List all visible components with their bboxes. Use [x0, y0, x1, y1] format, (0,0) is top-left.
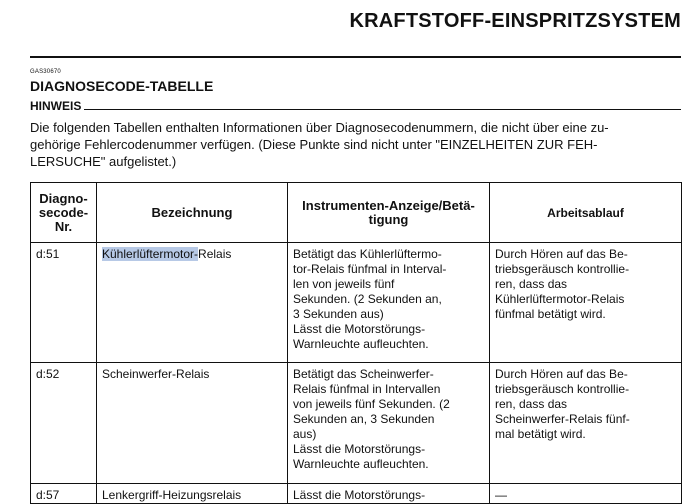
cell-line: triebsgeräusch kontrollie-: [495, 382, 630, 396]
cell-display[interactable]: [288, 243, 490, 363]
section-title: DIAGNOSECODE-TABELLE: [30, 78, 214, 94]
cell-line: Warnleuchte aufleuchten.: [293, 457, 429, 471]
table-header-row: [31, 183, 682, 243]
cell-line: fünfmal betätigt wird.: [495, 307, 606, 321]
intro-paragraph[interactable]: [30, 119, 679, 170]
intro-line: LERSUCHE" aufgelistet.): [30, 154, 177, 169]
header-display-line: tigung: [368, 211, 409, 227]
cell-line: aus): [293, 427, 317, 441]
header-code-line: secode-: [38, 204, 89, 220]
selected-text[interactable]: Kühlerlüftermotor-: [102, 247, 199, 261]
cell-line: Durch Hören auf das Be-: [495, 367, 628, 381]
cell-line: mal betätigt wird.: [495, 427, 586, 441]
cell-procedure[interactable]: —: [490, 484, 682, 504]
header-display: [288, 183, 490, 243]
cell-line: Relais fünfmal in Intervallen: [293, 382, 441, 396]
header-rule: [30, 56, 681, 58]
cell-code[interactable]: d:57: [31, 484, 97, 504]
cell-line: Sekunden an, 3 Sekunden: [293, 412, 435, 426]
cell-line: Lässt die Motorstörungs-: [293, 442, 426, 456]
header-code-line: Nr.: [54, 218, 73, 234]
cell-line: Scheinwerfer-Relais fünf-: [495, 412, 630, 426]
header-procedure: Arbeitsablauf: [490, 183, 682, 243]
cell-line: Sekunden. (2 Sekunden an,: [293, 292, 442, 306]
cell-line: Betätigt das Scheinwerfer-: [293, 367, 434, 381]
intro-line: gehörige Fehlercodenummer verfügen. (Diese Punkte sind nicht unter "EINZELHEITEN ZUR FEH-: [30, 137, 598, 152]
header-name: Bezeichnung: [97, 183, 288, 243]
cell-line: Betätigt das Kühlerlüftermo-: [293, 247, 442, 261]
note-heading: [30, 97, 681, 113]
cell-line: tor-Relais fünfmal in Interval-: [293, 262, 447, 276]
intro-line: Die folgenden Tabellen enthalten Informationen über Diagnosecodenummern, die nicht über eine zu-: [30, 120, 609, 135]
cell-code[interactable]: d:52: [31, 363, 97, 484]
cell-line: 3 Sekunden aus): [293, 307, 384, 321]
header-code-line: Diagno-: [39, 190, 88, 206]
cell-line: len von jeweils fünf: [293, 277, 395, 291]
table-row: [31, 484, 682, 504]
cell-line: von jeweils fünf Sekunden. (2: [293, 397, 450, 411]
cell-procedure[interactable]: [490, 243, 682, 363]
cell-line: Warnleuchte aufleuchten.: [293, 337, 429, 351]
cell-line: triebsgeräusch kontrollie-: [495, 262, 630, 276]
cell-display[interactable]: [288, 484, 490, 504]
header-display-line: Instrumenten-Anzeige/Betä-: [302, 197, 475, 213]
cell-name-rest: Relais: [198, 247, 232, 261]
table-row: [31, 363, 682, 484]
cell-line: ren, dass das: [495, 397, 568, 411]
cell-name[interactable]: [97, 243, 288, 363]
cell-display[interactable]: [288, 363, 490, 484]
cell-name[interactable]: Lenkergriff-Heizungsrelais: [97, 484, 288, 504]
cell-line: Lässt die Motorstörungs-: [293, 488, 426, 502]
header-code: [31, 183, 97, 243]
cell-line: ren, dass das: [495, 277, 568, 291]
cell-name[interactable]: Scheinwerfer-Relais: [97, 363, 288, 484]
table-row: [31, 243, 682, 363]
cell-line: Durch Hören auf das Be-: [495, 247, 628, 261]
note-rule: [84, 109, 681, 110]
diagnostic-code-table: [30, 182, 682, 504]
cell-procedure[interactable]: [490, 363, 682, 484]
note-label: HINWEIS: [30, 99, 82, 113]
page-header-title: KRAFTSTOFF-EINSPRITZSYSTEM: [349, 10, 681, 32]
cell-code[interactable]: d:51: [31, 243, 97, 363]
section-code: GAS30670: [30, 69, 61, 75]
cell-line: Kühlerlüftermotor-Relais: [495, 292, 625, 306]
cell-line: Lässt die Motorstörungs-: [293, 322, 426, 336]
